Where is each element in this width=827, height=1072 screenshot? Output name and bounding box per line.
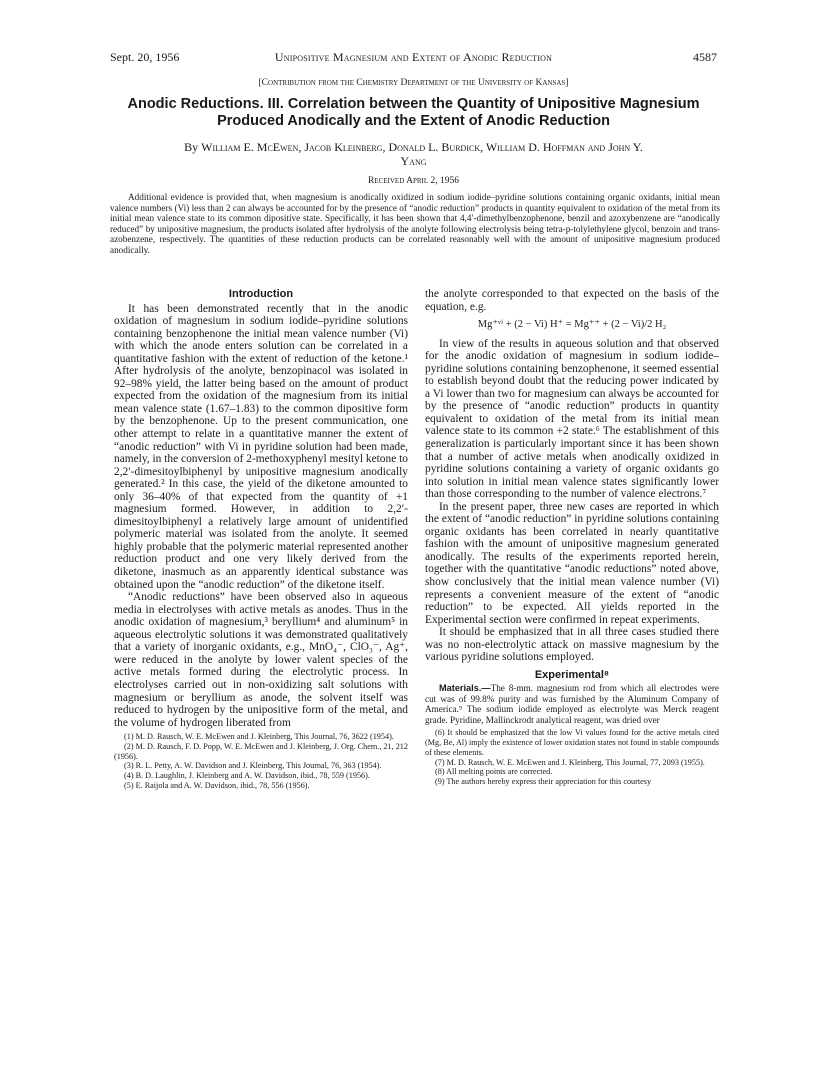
abstract: [110, 192, 720, 255]
title-line-1: Anodic Reductions. III. Correlation between the Quantity of Unipositive Magnesium: [127, 96, 700, 112]
article-title: [100, 96, 727, 130]
right-paragraph-0: the anolyte corresponded to that expected on the basis of the equation, e.g.: [425, 288, 719, 313]
right-paragraph-1: In view of the results in aqueous solution and that observed for the anodic oxidation of magnesium in sodium iodide–pyridine solutions containing benzophenone, it seemed essential to establish beyond doubt that the reducing power indicated by a Vi lower than two for magnesium can always be accounted for by the presence of “anodic reduction” products in quantity equivalent to oxidation of the metal from its initial mean valence state to its common +2 state.⁶ The establishment of this generalization is particularly important since it has been shown that a number of active metals when anodically oxidized in pyridine solutions containing a variety of organic oxidants go into solution in initial mean valence states significantly lower than those corresponding to the number of valence electrons.⁷: [425, 337, 719, 501]
header-date: Sept. 20, 1956: [110, 50, 180, 64]
footnote: (9) The authors hereby express their appreciation for this courtesy: [435, 776, 652, 786]
footnotes-right: [425, 728, 719, 786]
intro-paragraph-1: It has been demonstrated recently that in the anodic oxidation of magnesium in sodium iodide–pyridine solutions containing benzophenone the initial mean valence number (Vi) with which the anode enters solution can be correlated in a quantitative fashion with the extent of reduction of the ketone.¹ After hydrolysis of the anolyte, benzopinacol was isolated in 92–98% yield, the latter being based on the amount of product expected from the oxidation of the magnesium from its initial mean valence state (1.67–1.83) to the common dipositive form by the benzophenone. Up to the present communication, one other attempt to relate in a quantitative manner the extent of “anodic reduction” with Vi in pyridine solution had been made, namely, in the conversion of 2-methoxyphenyl mesityl ketone to 2,2′-dimesitoylbiphenyl by unipositive magnesium anodically generated.² In this case, the yield of the diketone amounted to only 36–40% of that expected from the quantity of +1 magnesium formed. However, in addition to 2,2′-dimesitoylbiphenyl a relatively large amount of unidentified polymeric material was isolated from the anolyte. It seemed highly probable that the polymeric material represented another reduction product and one very likely derived from the diketone, inasmuch as an apparently identical substance was obtained upon the “anodic reduction” of the diketone itself.: [114, 302, 408, 591]
page-number: 4587: [693, 50, 717, 64]
right-paragraph-3: It should be emphasized that in all three cases studied there was no non-electrolytic attack on massive magnesium by the various pyridine solutions employed.: [425, 626, 719, 664]
footnote: (2) M. D. Rausch, F. D. Popp, W. E. McEwen and J. Kleinberg, J. Org. Chem., 21, 212 (1956).: [114, 741, 408, 761]
footnote: (3) R. L. Petty, A. W. Davidson and J. Kleinberg, This Journal, 76, 363 (1954).: [124, 761, 382, 771]
right-paragraph-2: In the present paper, three new cases are reported in which the extent of “anodic reduction” in pyridine solutions containing organic oxidants has been correlated in nearly quantitative fashion with the amount of unipositive magnesium generated anodically. The results of the experiments reported herein, together with the quantitative “anodic reductions” noted above, show conclusively that the initial mean valence number (Vi) represents a convenient measure of the extent of “anodic reduction” to be expected. All yields reported in the Experimental section were confirmed in repeat experiments.: [425, 500, 719, 626]
footnote: (6) It should be emphasized that the low Vi values found for the active metals cited (Mg, Be, Al) imply the existence of lower oxidation states not found in stable compounds of these elements.: [425, 728, 719, 757]
contribution-line: [Contribution from the Chemistry Department of the University of Kansas]: [258, 78, 569, 88]
authors-line-2: Yang: [400, 154, 427, 168]
authors-by: By: [184, 140, 202, 154]
authors-line-1: William E. McEwen, Jacob Kleinberg, Donald L. Burdick, William D. Hoffman and John Y.: [201, 140, 643, 154]
running-title: Unipositive Magnesium and Extent of Anodic Reduction: [274, 50, 553, 64]
left-column: [114, 288, 408, 790]
footnote: (5) E. Raijola and A. W. Davidson, ibid., 78, 556 (1956).: [124, 780, 310, 790]
right-column: [425, 288, 719, 787]
introduction-heading: Introduction: [228, 288, 294, 300]
footnote: (1) M. D. Rausch, W. E. McEwen and J. Kleinberg, This Journal, 76, 3622 (1954).: [124, 732, 394, 742]
experimental-heading: Experimental⁸: [534, 668, 610, 681]
received-date: Received April 2, 1956: [367, 176, 460, 186]
footnote: (4) B. D. Laughlin, J. Kleinberg and A. W. Davidson, ibid., 78, 559 (1956).: [124, 770, 370, 780]
title-line-2: Produced Anodically and the Extent of Anodic Reduction: [217, 113, 610, 129]
footnote: (7) M. D. Rausch, W. E. McEwen and J. Kleinberg, This Journal, 77, 2093 (1955).: [435, 757, 705, 767]
materials-text: The 8-mm. magnesium rod from which all electrodes were cut was of 99.8% purity and was furnished by the Aluminum Company of America.⁹ The sodium iodide employed as electrolyte was Merck reagent grade. Pyridine, Mallinckrodt analytical reagent, was dried over: [425, 683, 719, 725]
intro-paragraph-2: “Anodic reductions” have been observed also in aqueous media in electrolyses with active metals as anodes. Thus in the anodic oxidation of magnesium,³ beryllium⁴ and aluminum⁵ in aqueous electrolytic solutions it was demonstrated qualitatively that a variety of inorganic oxidants, e.g., MnO₄⁻, ClO₃⁻, Ag⁺, were reduced in the anolyte by lower valent species of the active metals formed during the electrolytic process. In electrolyses carried out in non-oxidizing salt solutions with magnesium or beryllium as anode, the solvent itself was reduced to hydrogen by the unipositive form of the metal, and the volume of hydrogen liberated from: [114, 591, 408, 729]
author-list: [100, 140, 727, 168]
materials-section: [425, 683, 719, 725]
footnotes-left: [114, 732, 408, 790]
materials-heading: Materials.—: [439, 683, 491, 694]
equation: Mg⁺ᵛⁱ + (2 − Vi) H⁺ = Mg⁺⁺ + (2 − Vi)/2 H₂: [477, 319, 667, 331]
abstract-text: Additional evidence is provided that, when magnesium is anodically oxidized in sodium iodide–pyridine solutions containing organic oxidants, initial mean valence numbers (Vi) less than 2 can always be accounted for by the presence of “anodic reduction” products in quantity equivalent to oxidation of the metal from its initial mean valence state to its common dipositive state. Specifically, it has been shown that 4,4′-dimethylbenzophenone, benzil and azoxybenzene are “anodically reduced” by unipositive magnesium, the products isolated after hydrolysis of the anolyte following electrolysis being tetra-p-tolylethylene glycol, benzoin and trans-azobenzene, respectively. The quantities of these reduction products can be correlated reasonably well with the amount of unipositive magnesium produced anodically.: [110, 192, 720, 255]
footnote: (8) All melting points are corrected.: [435, 767, 553, 777]
